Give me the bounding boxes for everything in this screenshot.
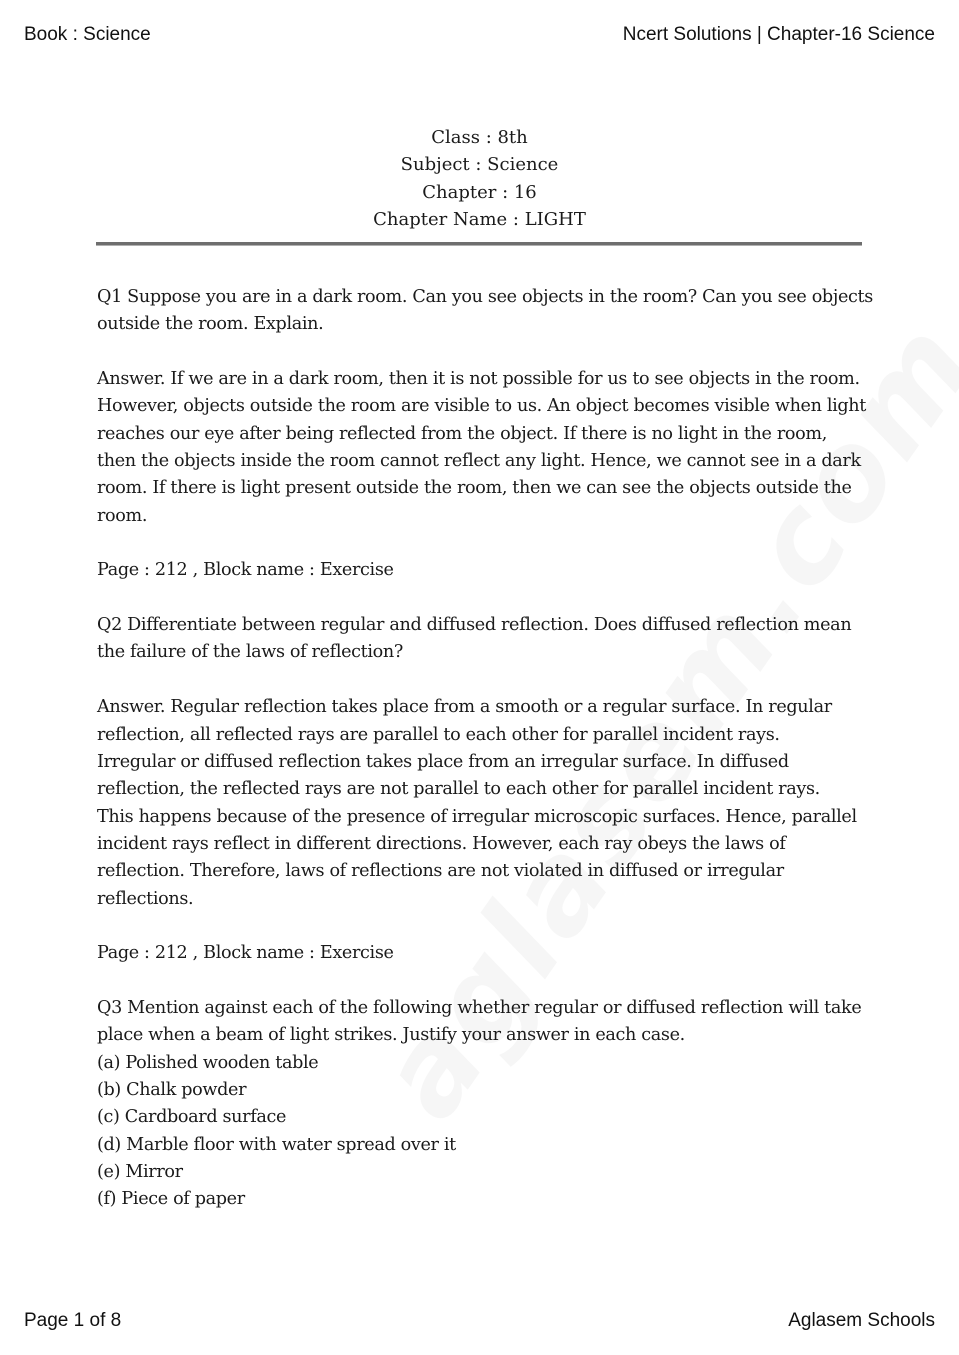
option-e: (e) Mirror [97,1162,183,1182]
title-divider [96,242,862,246]
page-block-meta-1 [97,557,877,584]
page-footer [24,1310,935,1332]
answer-line: Answer. Regular reflection takes place from a smooth or a regular surface. In regular [97,697,832,718]
question-line: Q2 Differentiate between regular and diffused reflection. Does diffused reflection mean [97,615,852,636]
question-line: place when a beam of light strikes. Justify your answer in each case. [97,1025,685,1046]
page-block-meta-2 [97,940,877,967]
footer-brand: Aglasem Schools [788,1310,935,1331]
option-a: (a) Polished wooden table [97,1052,319,1073]
meta-line: Page : 212 , Block name : Exercise [97,560,394,581]
answer-line: reflection. Therefore, laws of reflections are not violated in diffused or irregular [97,861,784,882]
class-line: Class : 8th [431,127,528,148]
page-header [24,24,935,46]
answer-line: Answer. If we are in a dark room, then it is not possible for us to see objects in the room. [97,369,860,390]
answer-line: reflections. [97,888,194,909]
title-block [0,124,959,234]
question-line: the failure of the laws of reflection? [97,642,403,663]
option-d: (d) Marble floor with water spread over it [97,1134,456,1155]
question-1 [97,284,877,339]
answer-line: room. If there is light present outside the room, then we can see the objects outside the [97,478,852,499]
answer-line: room. [97,505,148,526]
subject-line: Subject : Science [400,154,559,176]
answer-line: reflection, the reflected rays are not parallel to each other for parallel incident rays. [97,779,820,800]
question-2 [97,612,877,667]
chapter-line: Chapter : 16 [422,181,537,203]
question-line: Q3 Mention against each of the following whether regular or diffused reflection will take [97,997,862,1018]
document-content [97,284,877,1241]
chapter-name-line: Chapter Name : LIGHT [373,209,586,231]
meta-line: Page : 212 , Block name : Exercise [97,943,394,964]
option-b: (b) Chalk powder [97,1079,247,1100]
page-number: Page 1 of 8 [24,1310,122,1331]
answer-line: Irregular or diffused reflection takes place from an irregular surface. In diffused [97,751,789,772]
header-book-label: Book : Science [24,24,151,45]
answer-2 [97,694,877,913]
answer-line: incident rays reflect in different directions. However, each ray obeys the laws of [97,833,786,854]
answer-line: then the objects inside the room cannot reflect any light. Hence, we cannot see in a dark [97,451,861,472]
question-line: outside the room. Explain. [97,314,324,335]
answer-line: reaches our eye after being reflected from the object. If there is no light in the room, [97,423,827,444]
answer-line: reflection, all reflected rays are parallel to each other for parallel incident rays. [97,724,780,745]
option-f: (f) Piece of paper [97,1189,245,1210]
question-3 [97,995,877,1214]
answer-line: This happens because of the presence of irregular microscopic surfaces. Hence, parallel [97,806,857,827]
answer-1 [97,366,877,530]
header-chapter-label: Ncert Solutions | Chapter-16 Science [622,24,935,45]
answer-line: However, objects outside the room are visible to us. An object becomes visible when light [97,396,867,417]
question-line: Q1 Suppose you are in a dark room. Can you see objects in the room? Can you see objects [97,287,873,307]
option-c: (c) Cardboard surface [97,1107,287,1128]
